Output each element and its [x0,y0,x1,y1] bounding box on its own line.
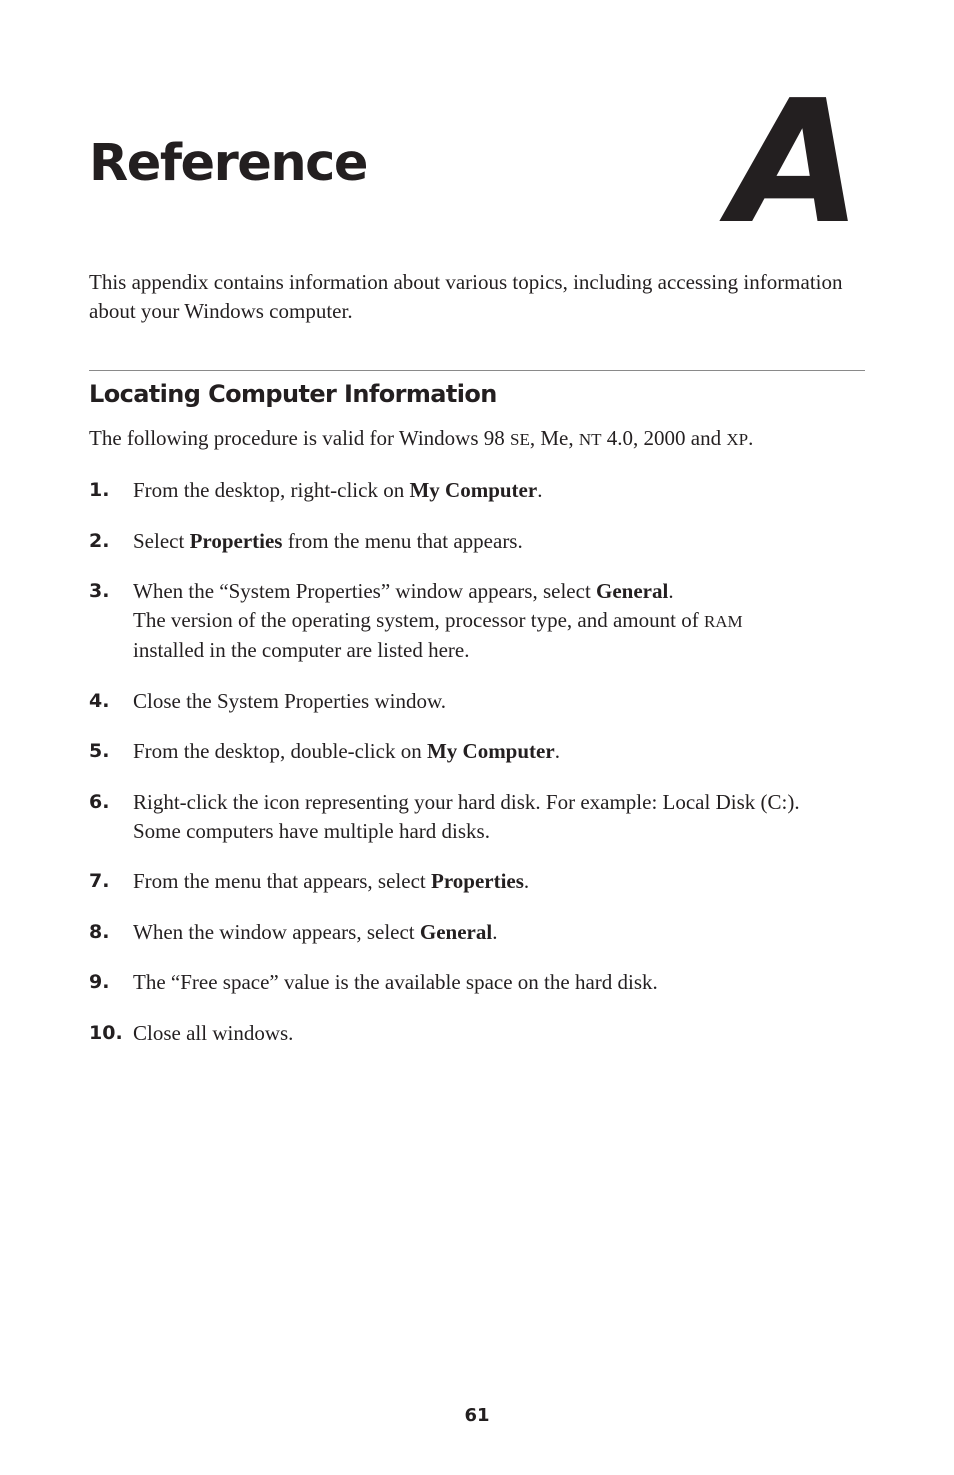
section-intro-smallcaps: XP [726,430,749,449]
section-intro [89,424,753,454]
step-text: Select [133,528,190,553]
step-9 [89,968,879,997]
step-text: Close all windows. [133,1020,294,1045]
step-10 [89,1019,879,1048]
step-2 [89,527,879,556]
step-6 [89,788,879,846]
step-text: The version of the operating system, processor type, and amount of [133,608,704,632]
step-text: . [668,579,674,603]
section-intro-smallcaps: NT [578,430,602,449]
step-bold-term: Properties [189,528,283,553]
step-number: 9. [89,971,110,993]
section-divider [89,370,865,371]
step-1 [89,476,879,505]
section-intro-text: The following procedure is valid for Windows 98 [89,426,511,450]
step-text: From the menu that appears, select [133,869,431,893]
step-text: Some computers have multiple hard disks. [133,818,490,843]
step-text: From the desktop, right-click on [133,478,410,502]
step-text: The “Free space” value is the available space on the hard disk. [133,970,658,994]
step-4 [89,687,879,716]
step-5 [89,737,879,766]
section-heading: Locating Computer Information [89,380,497,408]
step-text: installed in the computer are listed here. [133,638,470,662]
step-3 [89,577,879,665]
step-bold-term: My Computer [409,478,538,502]
section-intro-text: . [748,426,754,450]
step-8 [89,918,879,947]
step-text: . [523,869,530,893]
page-number: 61 [464,1405,490,1426]
step-bold-term: Properties [431,869,524,893]
step-bold-term: General [596,579,669,603]
procedure-steps [89,476,879,1069]
chapter-letter: A [730,64,858,262]
step-number: 6. [89,790,110,813]
step-text: . [537,478,543,502]
step-number: 3. [89,580,110,602]
section-intro-text: , Me, [529,426,579,450]
step-number: 7. [89,870,110,892]
step-text: From the desktop, double-click on [133,739,427,763]
section-intro-smallcaps: SE [510,430,530,449]
step-number: 8. [89,920,110,943]
section-intro-text: 4.0, 2000 and [601,426,727,450]
step-text: . [554,739,560,763]
chapter-title: Reference [89,134,368,193]
step-text: Close the System Properties window. [133,688,447,713]
step-number: 5. [89,740,110,762]
step-smallcaps: RAM [703,612,743,631]
intro-paragraph: This appendix contains information about various topics, including accessing information about your Windows computer. [89,270,843,323]
step-number: 10. [89,1021,123,1044]
step-text: When the window appears, select [133,919,420,944]
step-text: . [492,919,498,944]
step-number: 4. [89,689,110,712]
step-number: 1. [89,479,110,501]
step-bold-term: General [419,919,493,944]
step-number: 2. [89,529,110,552]
step-text: When the “System Properties” window appears, select [133,579,597,603]
step-7 [89,867,879,896]
step-bold-term: My Computer [426,739,555,763]
step-text: Right-click the icon representing your hard disk. For example: Local Disk (C:). [133,789,800,814]
step-text: from the menu that appears. [282,528,523,553]
